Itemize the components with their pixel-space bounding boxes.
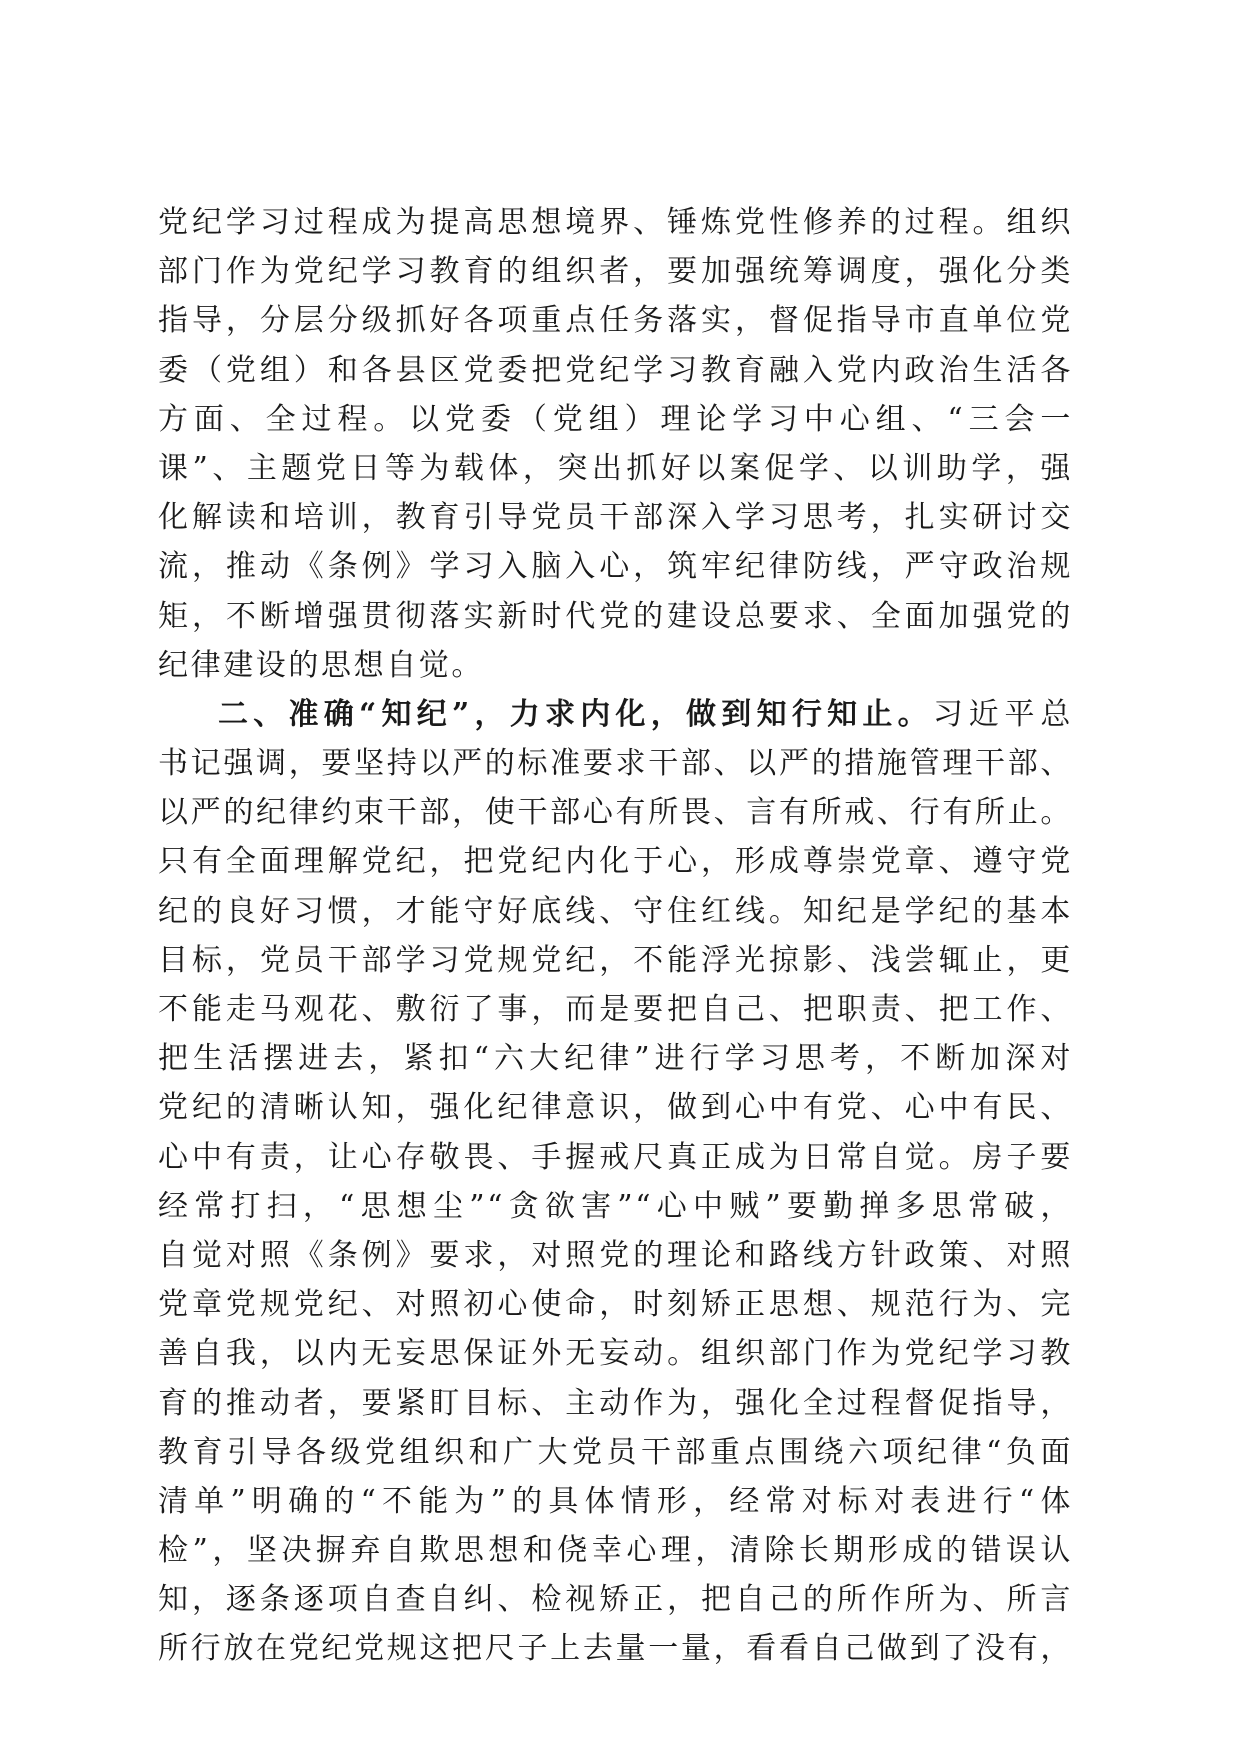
paragraph-2 (158, 690, 1073, 1674)
text-line: 党纪学习过程成为提高思想境界、锤炼党性修养的过程。组织 (158, 205, 1073, 240)
text-line: 检”，坚决摒弃自欺思想和侥幸心理，清除长期形成的错误认 (158, 1533, 1073, 1569)
text-run: 习近平总 (932, 696, 1074, 732)
text-line: 心中有责，让心存敬畏、手握戒尺真正成为日常自觉。房子要 (158, 1139, 1073, 1175)
text-line: 党章党规党纪、对照初心使命，时刻矫正思想、规范行为、完 (158, 1287, 1073, 1323)
text-line: 部门作为党纪学习教育的组织者，要加强统筹调度，强化分类 (158, 254, 1073, 290)
section-heading: 二、准确“知纪”，力求内化，做到知行知止。 (218, 696, 933, 732)
text-line: 清单”明确的“不能为”的具体情形，经常对标对表进行“体 (158, 1483, 1073, 1519)
text-line: 只有全面理解党纪，把党纪内化于心，形成尊崇党章、遵守党 (158, 844, 1073, 880)
text-line: 化解读和培训，教育引导党员干部深入学习思考，扎实研讨交 (158, 500, 1073, 536)
text-line: 以严的纪律约束干部，使干部心有所畏、言有所戒、行有所止。 (158, 795, 1073, 831)
text-line: 自觉对照《条例》要求，对照党的理论和路线方针政策、对照 (158, 1237, 1073, 1273)
text-line: 育的推动者，要紧盯目标、主动作为，强化全过程督促指导， (158, 1385, 1073, 1421)
text-line: 经常打扫，“思想尘”“贪欲害”“心中贼”要勤掸多思常破， (158, 1188, 1073, 1224)
text-line: 教育引导各级党组织和广大党员干部重点围绕六项纪律“负面 (158, 1434, 1073, 1470)
text-line: 矩，不断增强贯彻落实新时代党的建设总要求、全面加强党的 (158, 598, 1073, 634)
text-line: 纪律建设的思想自觉。 (158, 647, 484, 683)
document-body (158, 198, 1073, 1674)
text-line (158, 690, 1073, 739)
text-line: 知，逐条逐项自查自纠、检视矫正，把自己的所作所为、所言 (158, 1582, 1073, 1618)
text-line: 纪的良好习惯，才能守好底线、守住红线。知纪是学纪的基本 (158, 893, 1073, 929)
text-line: 流，推动《条例》学习入脑入心，筑牢纪律防线，严守政治规 (158, 549, 1073, 585)
text-line: 委（党组）和各县区党委把党纪学习教育融入党内政治生活各 (158, 352, 1073, 388)
text-line: 指导，分层分级抓好各项重点任务落实，督促指导市直单位党 (158, 303, 1073, 339)
text-line: 课”、主题党日等为载体，突出抓好以案促学、以训助学，强 (158, 450, 1073, 486)
text-line: 党纪的清晰认知，强化纪律意识，做到心中有党、心中有民、 (158, 1090, 1073, 1126)
text-line: 书记强调，要坚持以严的标准要求干部、以严的措施管理干部、 (158, 746, 1073, 782)
text-line: 把生活摆进去，紧扣“六大纪律”进行学习思考，不断加深对 (158, 1041, 1073, 1077)
text-line: 方面、全过程。以党委（党组）理论学习中心组、“三会一 (158, 401, 1073, 437)
text-line: 善自我，以内无妄思保证外无妄动。组织部门作为党纪学习教 (158, 1336, 1073, 1372)
text-line: 所行放在党纪党规这把尺子上去量一量，看看自己做到了没有， (158, 1631, 1073, 1667)
text-line: 不能走马观花、敷衍了事，而是要把自己、把职责、把工作、 (158, 992, 1073, 1027)
text-line: 目标，党员干部学习党规党纪，不能浮光掠影、浅尝辄止，更 (158, 942, 1073, 978)
paragraph-1 (158, 198, 1073, 690)
